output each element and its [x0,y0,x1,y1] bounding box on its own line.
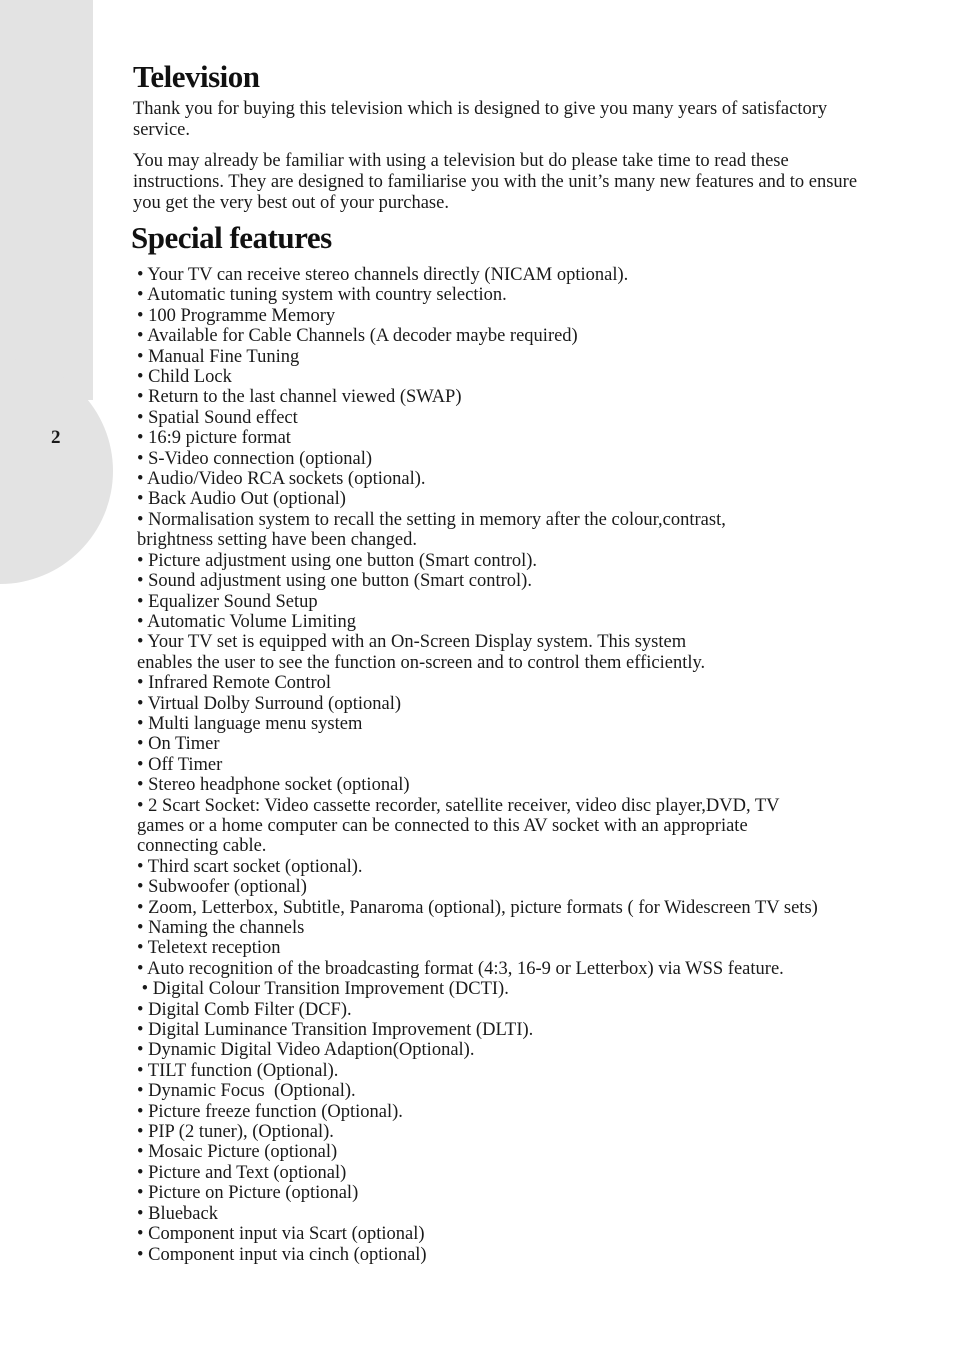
feature-item: • Manual Fine Tuning [137,346,300,367]
feature-item: • Child Lock [137,367,232,388]
feature-item: • Mosaic Picture (optional) [137,1142,338,1163]
feature-item-continuation: games or a home computer can be connected to this AV socket with an appropriate [137,815,748,836]
intro-paragraph-1: Thank you for buying this television which is designed to give you many years of satisfactory service. [133,99,828,140]
feature-item: • Digital Comb Filter (DCF). [137,999,352,1020]
feature-item: • Digital Luminance Transition Improvement (DLTI). [137,1020,534,1041]
feature-item: • Digital Colour Transition Improvement (DCTI). [137,979,509,1000]
feature-item: • On Timer [137,734,220,755]
feature-item: • S-Video connection (optional) [137,448,373,469]
feature-item: • Dynamic Focus (Optional). [137,1081,356,1102]
section-title-special-features: Special features [131,220,332,255]
feature-item: • Your TV can receive stereo channels directly (NICAM optional). [137,265,629,285]
feature-item: • Teletext reception [137,938,281,959]
feature-item: • Naming the channels [137,918,305,938]
feature-item: • Dynamic Digital Video Adaption(Optional). [137,1040,475,1061]
feature-item: • Zoom, Letterbox, Subtitle, Panaroma (optional), picture formats ( for Widescreen TV sets) [137,897,818,918]
side-decoration-circle [0,358,113,584]
feature-item: • Blueback [137,1203,218,1224]
feature-item: • 100 Programme Memory [137,305,336,326]
feature-item-continuation: brightness setting have been changed. [137,530,417,551]
feature-item: • Sound adjustment using one button (Smart control). [137,571,532,592]
feature-item: • Available for Cable Channels (A decoder maybe required) [137,326,578,347]
feature-item: • Equalizer Sound Setup [137,591,318,612]
feature-item: • Normalisation system to recall the setting in memory after the colour,contrast, [137,509,726,530]
feature-item: • Third scart socket (optional). [137,856,363,877]
feature-item: • 2 Scart Socket: Video cassette recorder, satellite receiver, video disc player,DVD, TV [137,795,780,816]
feature-item: • Your TV set is equipped with an On-Screen Display system. This system [137,632,687,653]
feature-item: • Component input via Scart (optional) [137,1224,425,1245]
feature-item: • Audio/Video RCA sockets (optional). [137,469,426,490]
feature-item: • Picture and Text (optional) [137,1162,347,1183]
feature-item: • Picture on Picture (optional) [137,1183,359,1204]
feature-item: • Picture freeze function (Optional). [137,1101,403,1122]
feature-item: • Stereo headphone socket (optional) [137,775,410,796]
feature-item: • Automatic Volume Limiting [137,611,357,632]
feature-item-continuation: connecting cable. [137,836,267,857]
feature-item: • Back Audio Out (optional) [137,489,346,510]
feature-item: • Spatial Sound effect [137,407,298,428]
side-decoration-bar [0,0,93,400]
feature-item: • Component input via cinch (optional) [137,1244,427,1265]
feature-item-continuation: enables the user to see the function on-screen and to control them efficiently. [137,652,706,673]
feature-item: • PIP (2 tuner), (Optional). [137,1122,334,1143]
feature-item: • Auto recognition of the broadcasting format (4:3, 16-9 or Letterbox) via WSS feature. [137,958,784,979]
feature-item: • Infrared Remote Control [137,673,331,694]
feature-item: • Subwoofer (optional) [137,877,307,898]
page-number: 2 [51,427,61,448]
feature-item: • Picture adjustment using one button (Smart control). [137,550,538,571]
feature-item: • Off Timer [137,754,223,775]
feature-item: • Multi language menu system [137,713,363,734]
feature-item: • Automatic tuning system with country selection. [137,285,507,306]
section-title-television: Television [133,59,260,94]
intro-paragraph-2: You may already be familiar with using a television but do please take time to read these instructions. They are designed to familiarise you with the unit’s many new features and to ensure you get the very best out of your purchase. [133,151,858,213]
feature-item: • TILT function (Optional). [137,1060,339,1081]
features-list [137,265,917,1265]
feature-item: • Return to the last channel viewed (SWAP) [137,387,462,408]
feature-item: • 16:9 picture format [137,428,291,449]
feature-item: • Virtual Dolby Surround (optional) [137,693,401,714]
